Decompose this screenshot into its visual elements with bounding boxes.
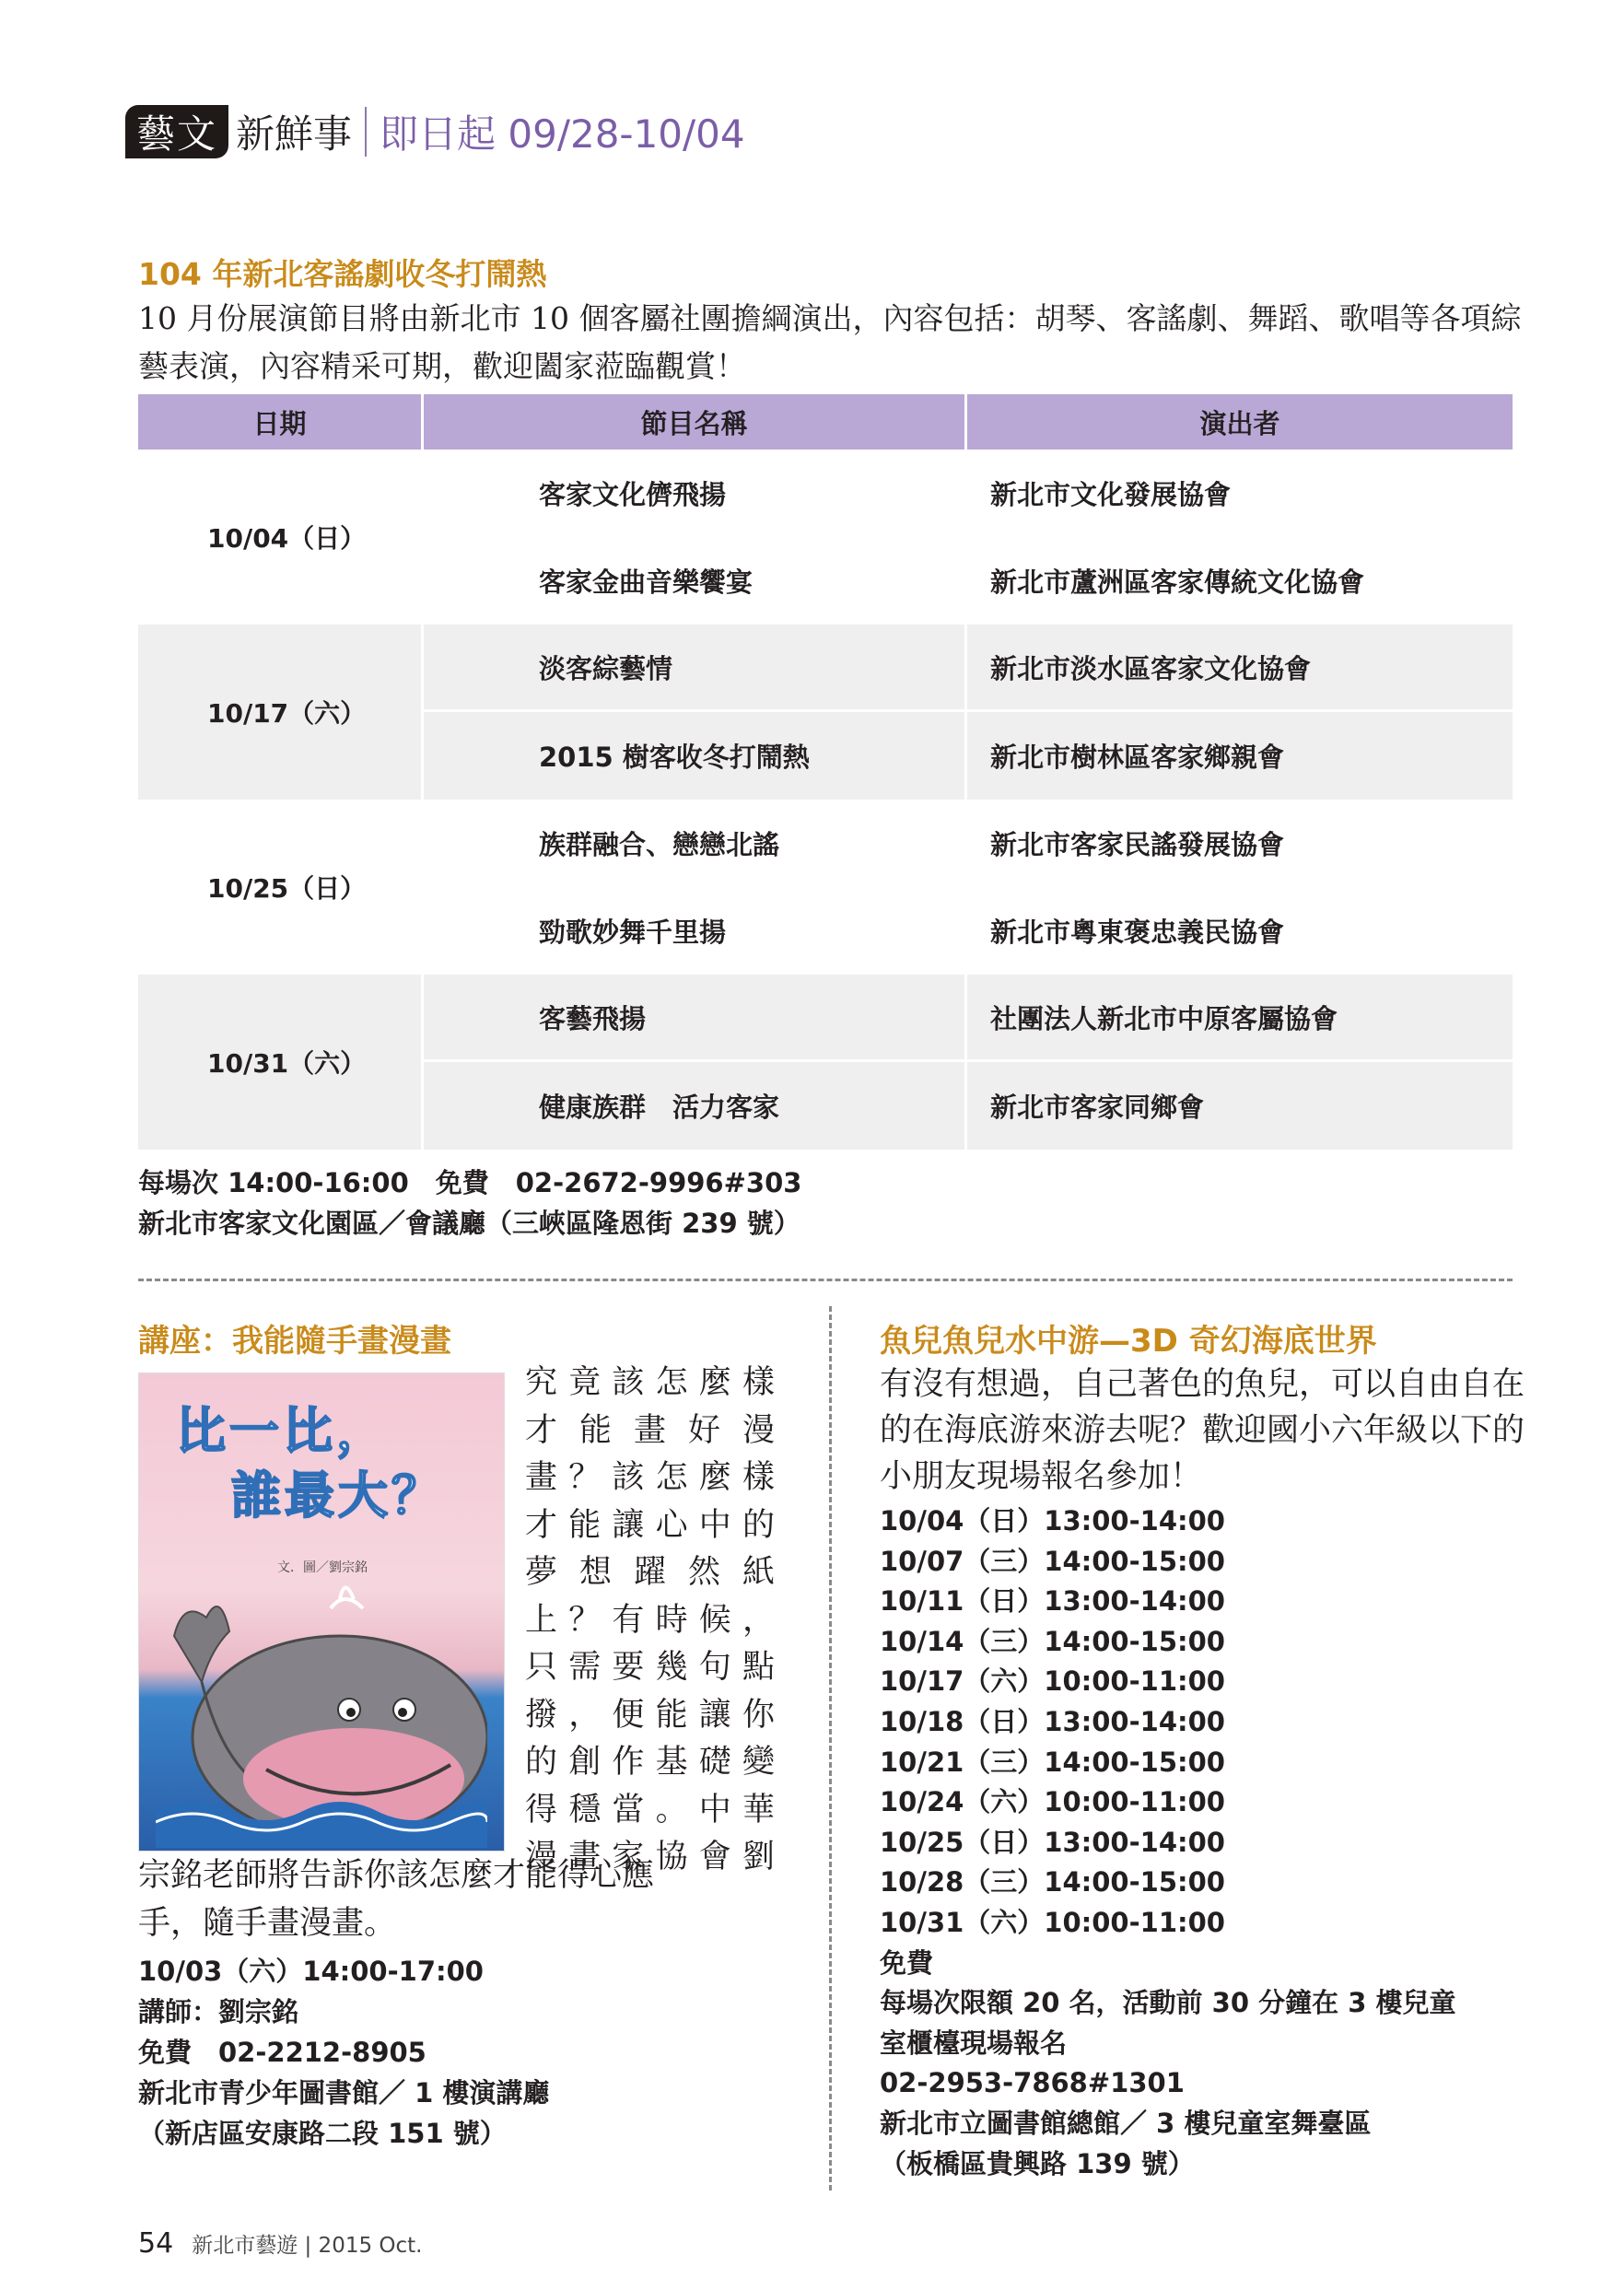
event1-title: 104 年新北客謠劇收冬打鬧熱 — [138, 256, 547, 292]
event2-title: 講座：我能隨手畫漫畫 — [138, 1323, 451, 1360]
event1-info — [138, 1162, 801, 1244]
section-subtitle: 新鮮事 — [236, 111, 353, 157]
body-line: 只需要幾句點 — [525, 1649, 776, 1686]
event1-description: 10 月份展演節目將由新北市 10 個客屬社團擔綱演出，內容包括：胡琴、客謠劇、舞蹈、歌唱等各項綜藝表演，內容精采可期，歡迎闔家蒞臨觀賞！ — [138, 300, 1522, 384]
header-date: 即日起 09/28-10/04 — [380, 111, 745, 157]
book-title-line: 比一比， — [176, 1402, 390, 1460]
info-line: 新北市立圖書館總館／ 3 樓兒童室舞臺區 — [880, 2107, 1372, 2139]
body-line: 上？有時候， — [525, 1601, 776, 1639]
body-line: 才能讓心中的 — [525, 1506, 776, 1544]
event2-body-side — [525, 1360, 776, 1882]
body-line: 才能畫好漫 — [525, 1411, 776, 1449]
event3-title: 魚兒魚兒水中游—3D 奇幻海底世界 — [880, 1323, 1377, 1360]
performer-name: 新北市樹林區客家鄉親會 — [990, 742, 1285, 773]
info-line: （新店區安康路二段 151 號） — [138, 2118, 507, 2149]
body-line: 夢想躍然紙 — [525, 1554, 776, 1591]
program-name: 2015 樹客收冬打鬧熱 — [424, 712, 967, 800]
program-name: 淡客綜藝情 — [424, 625, 967, 709]
info-line: 每場次 14:00-16:00 免費 02-2672-9996#303 — [138, 1167, 802, 1198]
program-name: 健康族群 活力客家 — [424, 1062, 967, 1150]
info-line: 10/11（日）13:00-14:00 — [880, 1585, 1225, 1618]
body-line: 的創作基礎變 — [525, 1744, 776, 1781]
page-footer — [138, 2227, 422, 2260]
group-date: 10/17（六） — [138, 625, 424, 800]
performer-name: 新北市客家民謠發展協會 — [990, 829, 1285, 860]
info-line: 免費 — [880, 1946, 934, 1979]
info-line: 10/21（三）14:00-15:00 — [880, 1746, 1225, 1778]
performer-name: 新北市粵東褒忠義民協會 — [990, 917, 1285, 948]
info-line: 10/24（六）10:00-11:00 — [880, 1786, 1225, 1818]
info-line: 室櫃檯現場報名 — [880, 2027, 1068, 2059]
info-line: 免費 02-2212-8905 — [138, 2037, 426, 2068]
info-line: 10/25（日）13:00-14:00 — [880, 1826, 1225, 1858]
info-line: 10/31（六）10:00-11:00 — [880, 1906, 1225, 1938]
table-group — [138, 975, 1513, 1150]
group-date: 10/04（日） — [138, 450, 424, 625]
body-line: 手，隨手畫漫畫。 — [138, 1904, 397, 1942]
event2-body-bottom — [138, 1852, 783, 1947]
program-name: 客家金曲音樂饗宴 — [424, 537, 967, 625]
body-line: 漫畫家協會劉 — [525, 1839, 776, 1875]
header-program: 節目名稱 — [424, 394, 967, 450]
performer-name: 新北市蘆洲區客家傳統文化協會 — [990, 567, 1365, 598]
info-line: 10/07（三）14:00-15:00 — [880, 1545, 1225, 1577]
performer-name: 新北市客家同鄉會 — [990, 1092, 1205, 1123]
info-line: 10/04（日）13:00-14:00 — [880, 1505, 1225, 1536]
performer-name: 新北市文化發展協會 — [990, 479, 1232, 510]
table-row — [424, 887, 1513, 975]
group-date: 10/25（日） — [138, 800, 424, 975]
program-name: 勁歌妙舞千里揚 — [424, 887, 967, 975]
info-line: 每場次限額 20 名，活動前 30 分鐘在 3 樓兒童 — [880, 1987, 1456, 2019]
header-date: 日期 — [138, 394, 424, 450]
info-line: 新北市青少年圖書館／ 1 樓演講廳 — [138, 2077, 550, 2109]
event3-description: 有沒有想過，自己著色的魚兒，可以自由自在的在海底游來游去呢？歡迎國小六年級以下的小朋友現場報名參加！ — [880, 1366, 1525, 1495]
body-line: 畫？該怎麼樣 — [525, 1459, 776, 1496]
body-line: 宗銘老師將告訴你該怎麼才能得心應 — [138, 1857, 655, 1894]
info-line: 10/17（六）10:00-11:00 — [880, 1665, 1225, 1698]
event2-info — [138, 1951, 549, 2154]
table-row — [424, 450, 1513, 537]
program-name: 客藝飛揚 — [424, 975, 967, 1059]
page-number: 54 — [138, 2227, 174, 2260]
table-row — [424, 800, 1513, 887]
column-divider — [829, 1306, 832, 2190]
performer-name: 社團法人新北市中原客屬協會 — [990, 1002, 1338, 1034]
table-group — [138, 800, 1513, 975]
table-row — [424, 712, 1513, 800]
publication-name: 新北市藝遊 | 2015 Oct. — [192, 2234, 423, 2258]
performer-name: 新北市淡水區客家文化協會 — [990, 652, 1312, 684]
dashed-divider — [138, 1279, 1513, 1281]
program-name: 族群融合、戀戀北謠 — [424, 800, 967, 887]
page-header — [125, 103, 745, 160]
info-line: 講師：劉宗銘 — [138, 1996, 299, 2027]
table-row — [424, 1062, 1513, 1150]
table-header — [138, 394, 1513, 450]
table-group — [138, 625, 1513, 800]
table-group — [138, 450, 1513, 625]
header-performer: 演出者 — [1199, 407, 1280, 439]
book-title-line: 誰最大？ — [231, 1466, 445, 1525]
book-author: 文．圖／劉宗銘 — [277, 1560, 368, 1575]
group-date: 10/31（六） — [138, 975, 424, 1150]
info-line: 10/18（日）13:00-14:00 — [880, 1705, 1225, 1737]
info-line: 10/03（六）14:00-17:00 — [138, 1956, 484, 1987]
whale-illustration — [156, 1581, 487, 1848]
body-line: 撥，便能讓你 — [525, 1696, 776, 1734]
info-line: 02-2953-7868#1301 — [880, 2067, 1185, 2099]
table-row — [424, 975, 1513, 1062]
body-line: 究竟該怎麼樣 — [525, 1364, 776, 1401]
book-cover-image — [138, 1373, 505, 1852]
info-line: （板橋區貴興路 139 號） — [880, 2147, 1195, 2179]
schedule-table — [138, 394, 1513, 1150]
info-line: 10/14（三）14:00-15:00 — [880, 1625, 1225, 1657]
event3-info — [880, 1501, 1455, 2184]
table-row — [424, 625, 1513, 712]
book-title — [176, 1399, 445, 1528]
program-name: 客家文化儕飛揚 — [424, 450, 967, 537]
header-divider — [365, 107, 367, 157]
info-line: 10/28（三）14:00-15:00 — [880, 1866, 1225, 1898]
table-row — [424, 537, 1513, 625]
body-line: 得穩當。中華 — [525, 1791, 776, 1828]
info-line: 新北市客家文化園區／會議廳（三峽區隆恩街 239 號） — [138, 1208, 800, 1239]
section-badge: 藝文 — [125, 105, 228, 158]
